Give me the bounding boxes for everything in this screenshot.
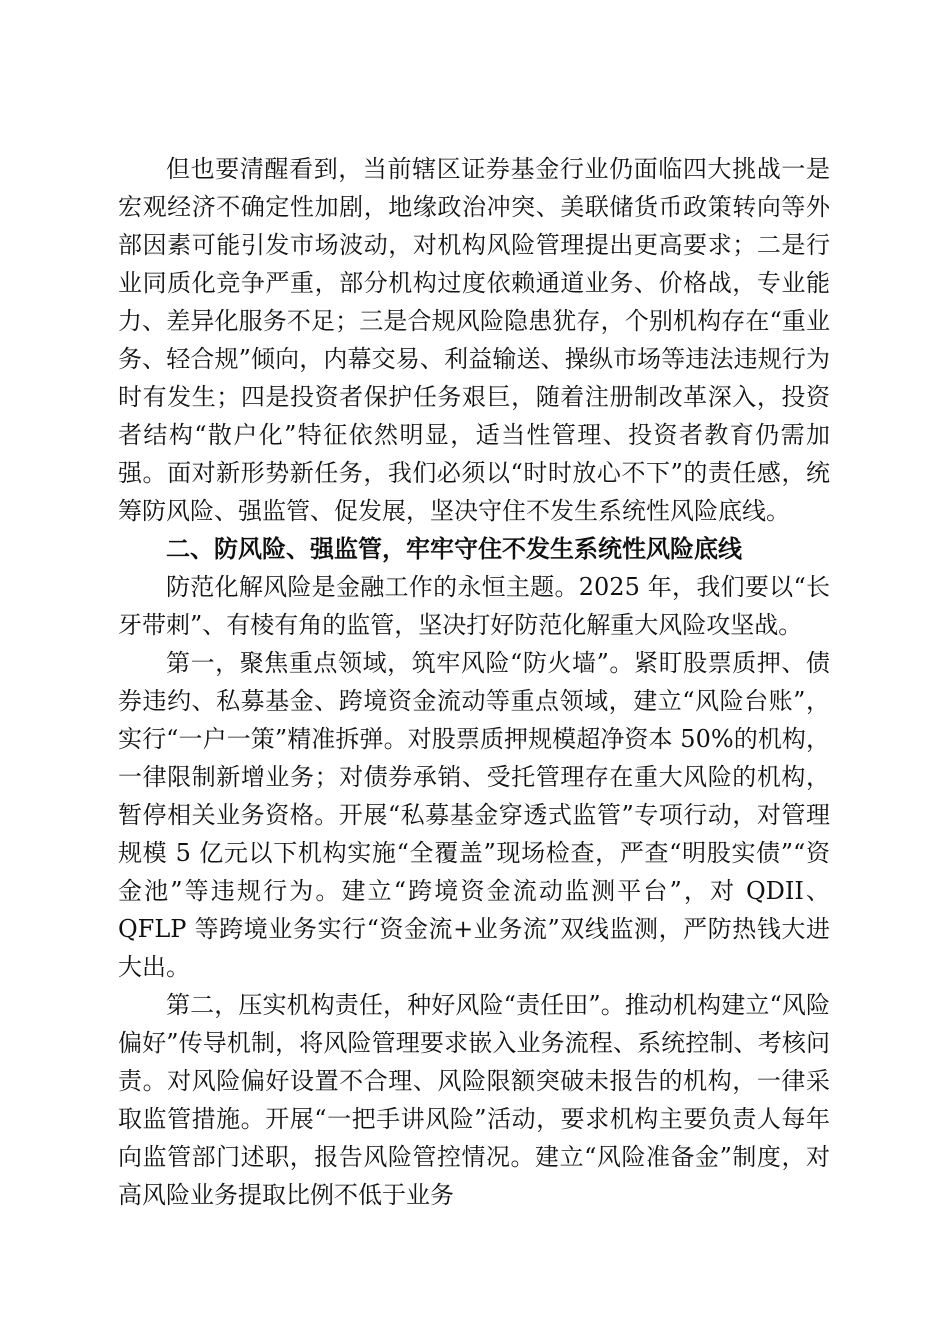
paragraph-second-point: 第二，压实机构责任，种好风险“责任田”。推动机构建立“风险偏好”传导机制，将风险管理要求嵌入业务流程、系统控制、考核问责。对风险偏好设置不合理、风险限额突破未报告的机构，一律采取监管措施。开展“一把手讲风险”活动，要求机构主要负责人每年向监管部门述职，报告风险管控情况。建立“风险准备金”制度，对高风险业务提取比例不低于业务 (118, 991, 830, 1209)
paragraph-challenges: 但也要清醒看到，当前辖区证券基金行业仍面临四大挑战一是宏观经济不确定性加剧，地缘政治冲突、美联储货币政策转向等外部因素可能引发市场波动，对机构风险管理提出更高要求；二是行业同质化竞争严重，部分机构过度依赖通道业务、价格战，专业能力、差异化服务不足；三是合规风险隐患犹存，个别机构存在“重业务、轻合规”倾向，内幕交易、利益输送、操纵市场等违法违规行为时有发生；四是投资者保护任务艰巨，随着注册制改革深入，投资者结构“散户化”特征依然明显，适当性管理、投资者教育仍需加强。面对新形势新任务，我们必须以“时时放心不下”的责任感，统筹防风险、强监管、促发展，坚决守住不发生系统性风险底线。 (118, 155, 830, 525)
paragraph-first-point: 第一，聚焦重点领域，筑牢风险“防火墙”。紧盯股票质押、债券违约、私募基金、跨境资金流动等重点领域，建立“风险台账”，实行“一户一策”精准拆弹。对股票质押规模超净资本 50%的机构，一律限制新增业务；对债券承销、受托管理存在重大风险的机构，暂停相关业务资格。开展“私募基金穿透式监管”专项行动，对管理规模 5 亿元以下机构实施“全覆盖”现场检查，严查“明股实债”“资金池”等违规行为。建立“跨境资金流动监测平台”，对 QDII、QFLP 等跨境业务实行“资金流+业务流”双线监测，严防热钱大进大出。 (118, 649, 830, 981)
section-heading: 二、防风险、强监管，牢牢守住不发生系统性风险底线 (166, 535, 742, 563)
document-body (118, 150, 830, 1214)
paragraph-intro: 防范化解风险是金融工作的永恒主题。2025 年，我们要以“长牙带刺”、有棱有角的监管，坚决打好防范化解重大风险攻坚战。 (118, 573, 830, 639)
